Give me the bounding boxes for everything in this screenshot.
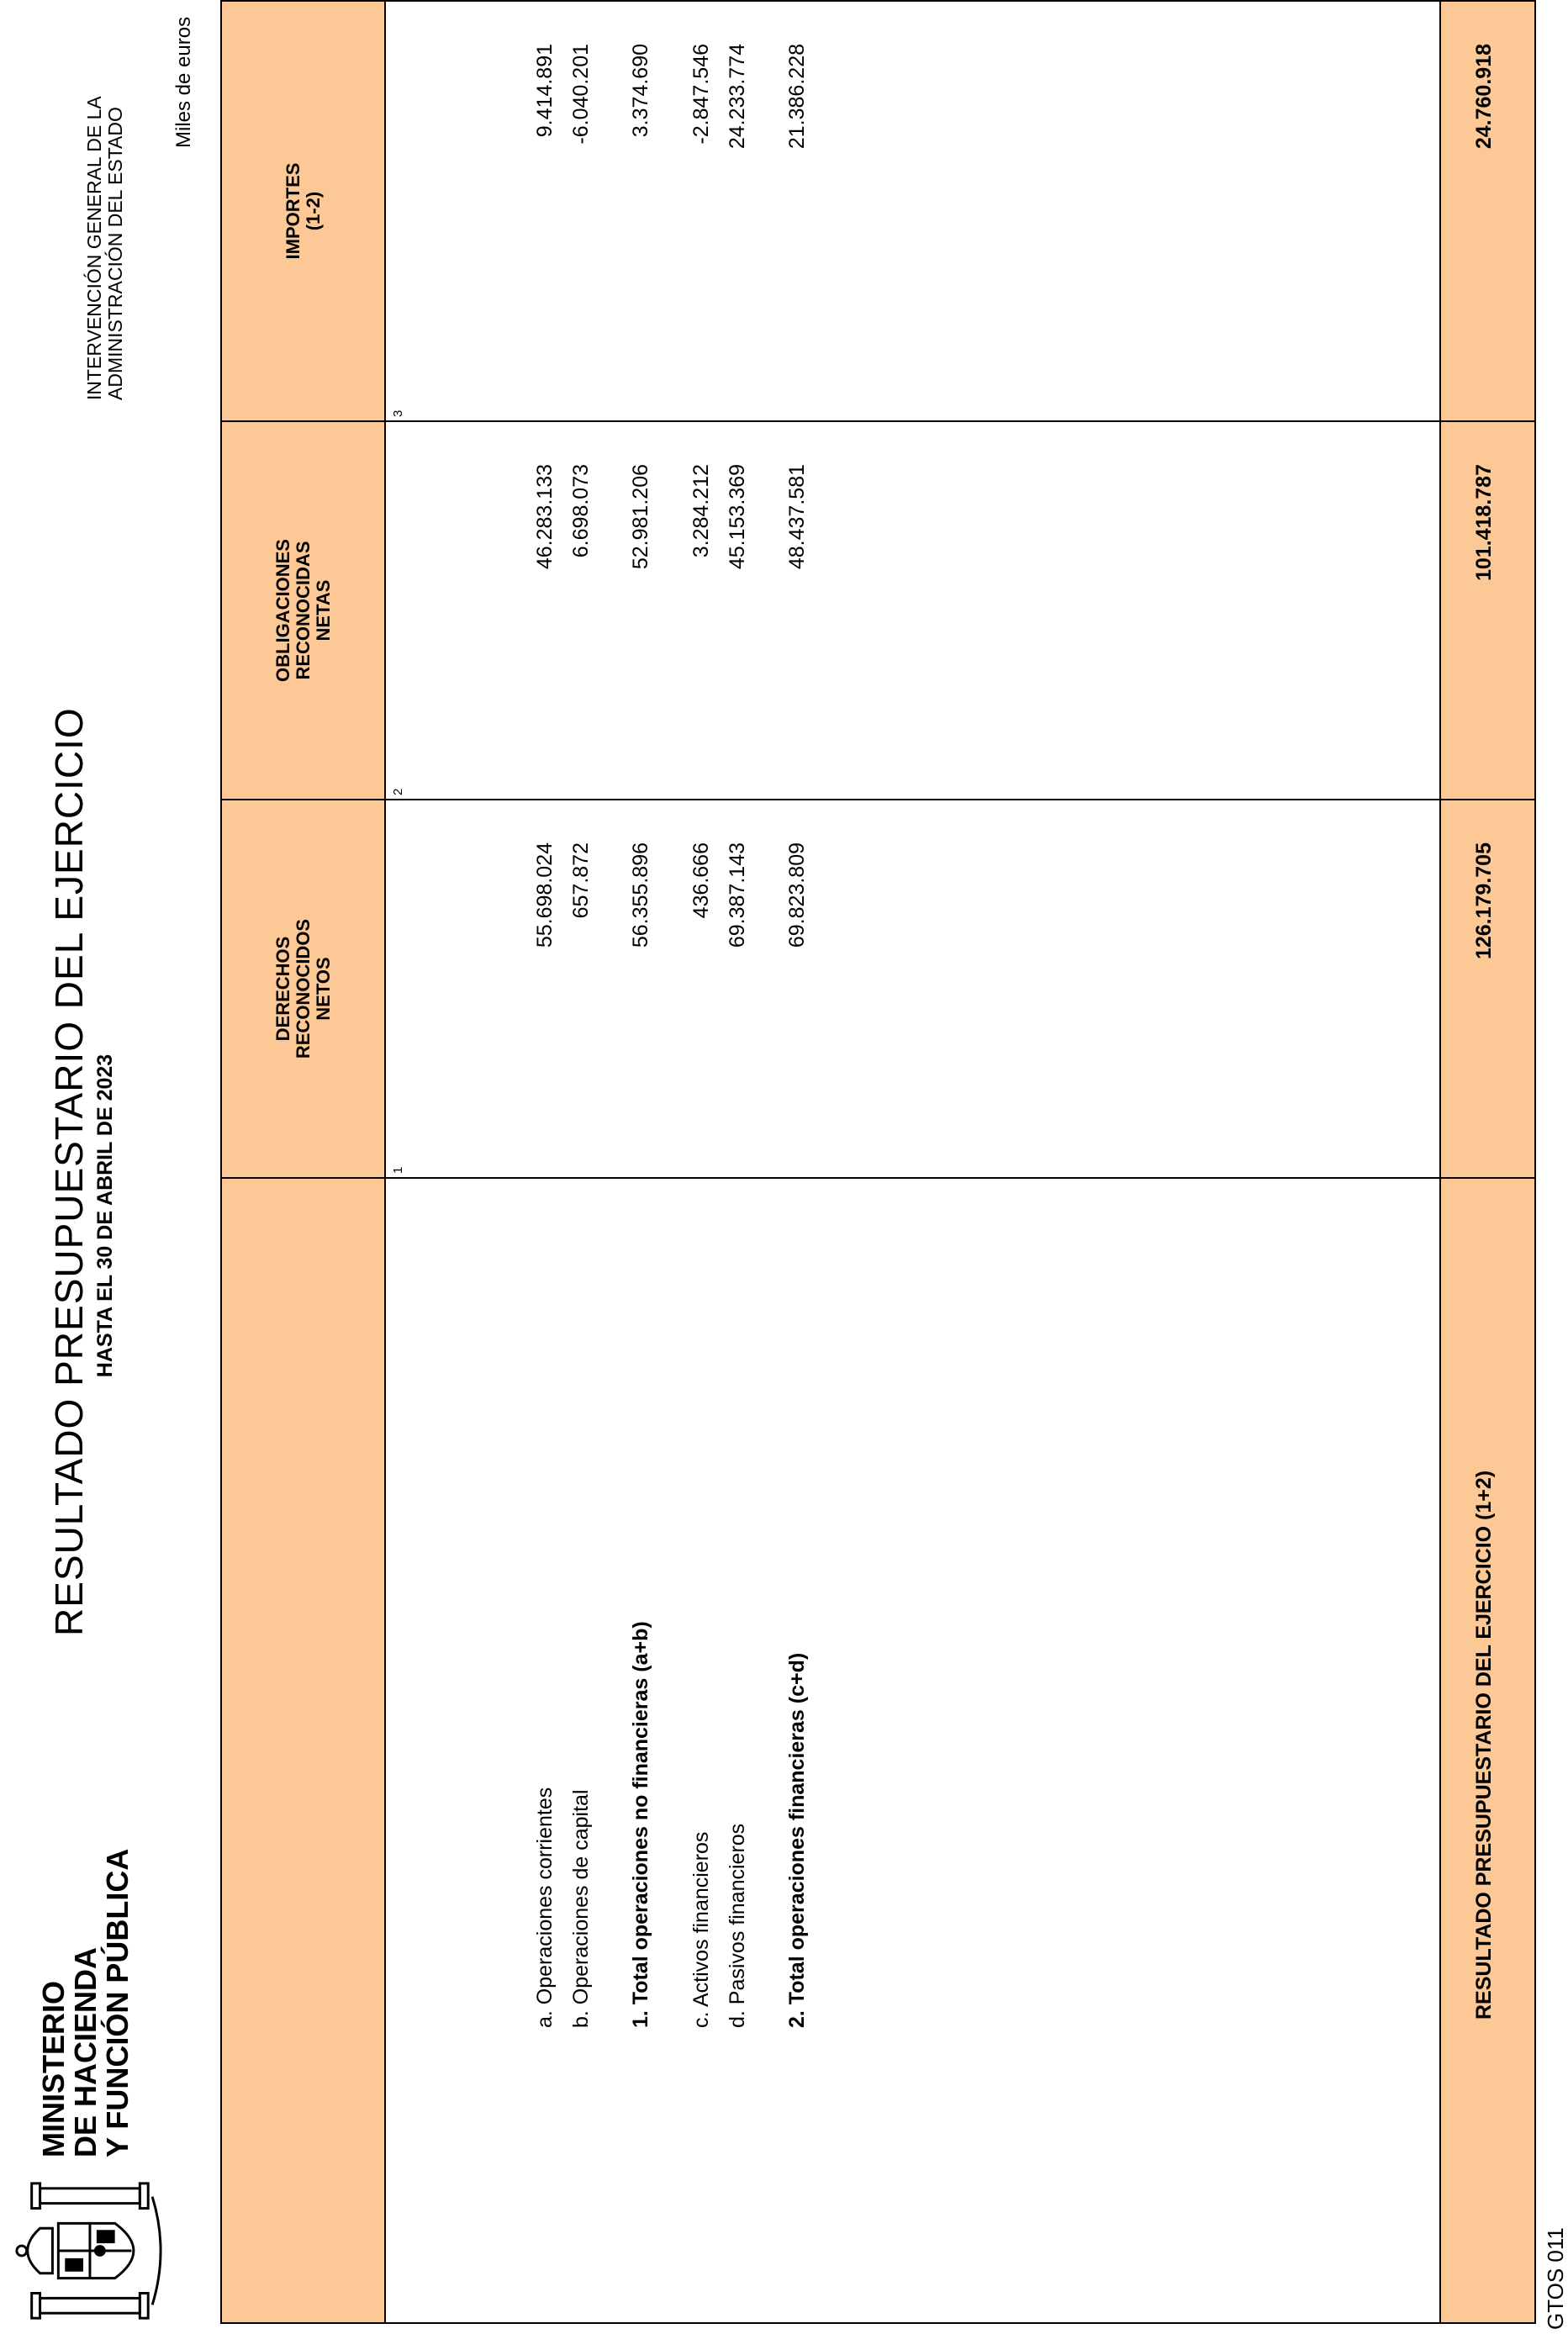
- cell-obligaciones: 48.437.581: [785, 464, 809, 570]
- cell-importes: -2.847.546: [689, 44, 713, 145]
- column-number: 2: [391, 788, 405, 795]
- cell-obligaciones: 45.153.369: [726, 464, 749, 570]
- column-header-obligaciones: OBLIGACIONES RECONOCIDAS NETAS: [272, 539, 334, 682]
- page-title: RESULTADO PRESUPUESTARIO DEL EJERCICIO: [47, 707, 91, 1636]
- cell-importes: 9.414.891: [533, 44, 557, 138]
- cell-obligaciones: 52.981.206: [629, 464, 652, 570]
- cell-obligaciones: 46.283.133: [533, 464, 557, 570]
- cell-obligaciones: 6.698.073: [569, 464, 593, 558]
- cell-derechos: 69.387.143: [726, 842, 749, 948]
- column-divider: [222, 799, 1534, 800]
- row-label: a. Operaciones corrientes: [533, 1787, 557, 2028]
- row-label: 2. Total operaciones financieras (c+d): [785, 1652, 809, 2028]
- cell-importes: 21.386.228: [785, 44, 809, 150]
- ministry-line: DE HACIENDA: [68, 1946, 103, 2157]
- ministry-line: Y FUNCIÓN PÚBLICA: [100, 1848, 135, 2157]
- total-divider: [1439, 2, 1441, 2322]
- coat-of-arms-icon: [7, 2172, 165, 2330]
- title-block: [46, 707, 118, 1636]
- row-label: c. Activos financieros: [689, 1831, 713, 2028]
- budget-result-table: [220, 0, 1536, 2324]
- page-subtitle: HASTA EL 30 DE ABRIL DE 2023: [93, 1053, 117, 1378]
- total-row-label: RESULTADO PRESUPUESTARIO DEL EJERCICIO (1+2): [1472, 1470, 1496, 2020]
- column-divider: [222, 1177, 1534, 1179]
- column-number: 3: [391, 409, 405, 417]
- cell-importes: -6.040.201: [569, 44, 593, 145]
- column-number: 1: [391, 1166, 405, 1174]
- issuer-line: INTERVENCIÓN GENERAL DE LA: [83, 96, 105, 400]
- total-obligaciones: 101.418.787: [1472, 464, 1496, 582]
- ministry-name: [38, 1849, 134, 2157]
- row-label: 1. Total operaciones no financieras (a+b): [629, 1621, 652, 2028]
- header-divider: [384, 2, 386, 2322]
- total-derechos: 126.179.705: [1472, 842, 1496, 960]
- unit-label: Miles de euros: [172, 16, 195, 148]
- cell-obligaciones: 3.284.212: [689, 464, 713, 558]
- cell-importes: 3.374.690: [629, 44, 652, 138]
- column-header-importes: IMPORTES (1-2): [282, 162, 324, 260]
- row-label: d. Pasivos financieros: [726, 1823, 749, 2028]
- cell-derechos: 657.872: [569, 842, 593, 919]
- form-code: GTOS 011: [1543, 2227, 1568, 2330]
- cell-derechos: 56.355.896: [629, 842, 652, 948]
- total-importes: 24.760.918: [1472, 44, 1496, 150]
- column-header-derechos: DERECHOS RECONOCIDOS NETOS: [272, 918, 334, 1059]
- cell-derechos: 55.698.024: [533, 842, 557, 948]
- issuer-line: ADMINISTRACIÓN DEL ESTADO: [104, 107, 126, 400]
- cell-derechos: 69.823.809: [785, 842, 809, 948]
- cell-importes: 24.233.774: [726, 44, 749, 150]
- column-divider: [222, 420, 1534, 422]
- row-label: b. Operaciones de capital: [569, 1789, 593, 2028]
- ministry-line: MINISTERIO: [36, 1980, 71, 2157]
- cell-derechos: 436.666: [689, 842, 713, 919]
- issuer-name: [84, 96, 126, 400]
